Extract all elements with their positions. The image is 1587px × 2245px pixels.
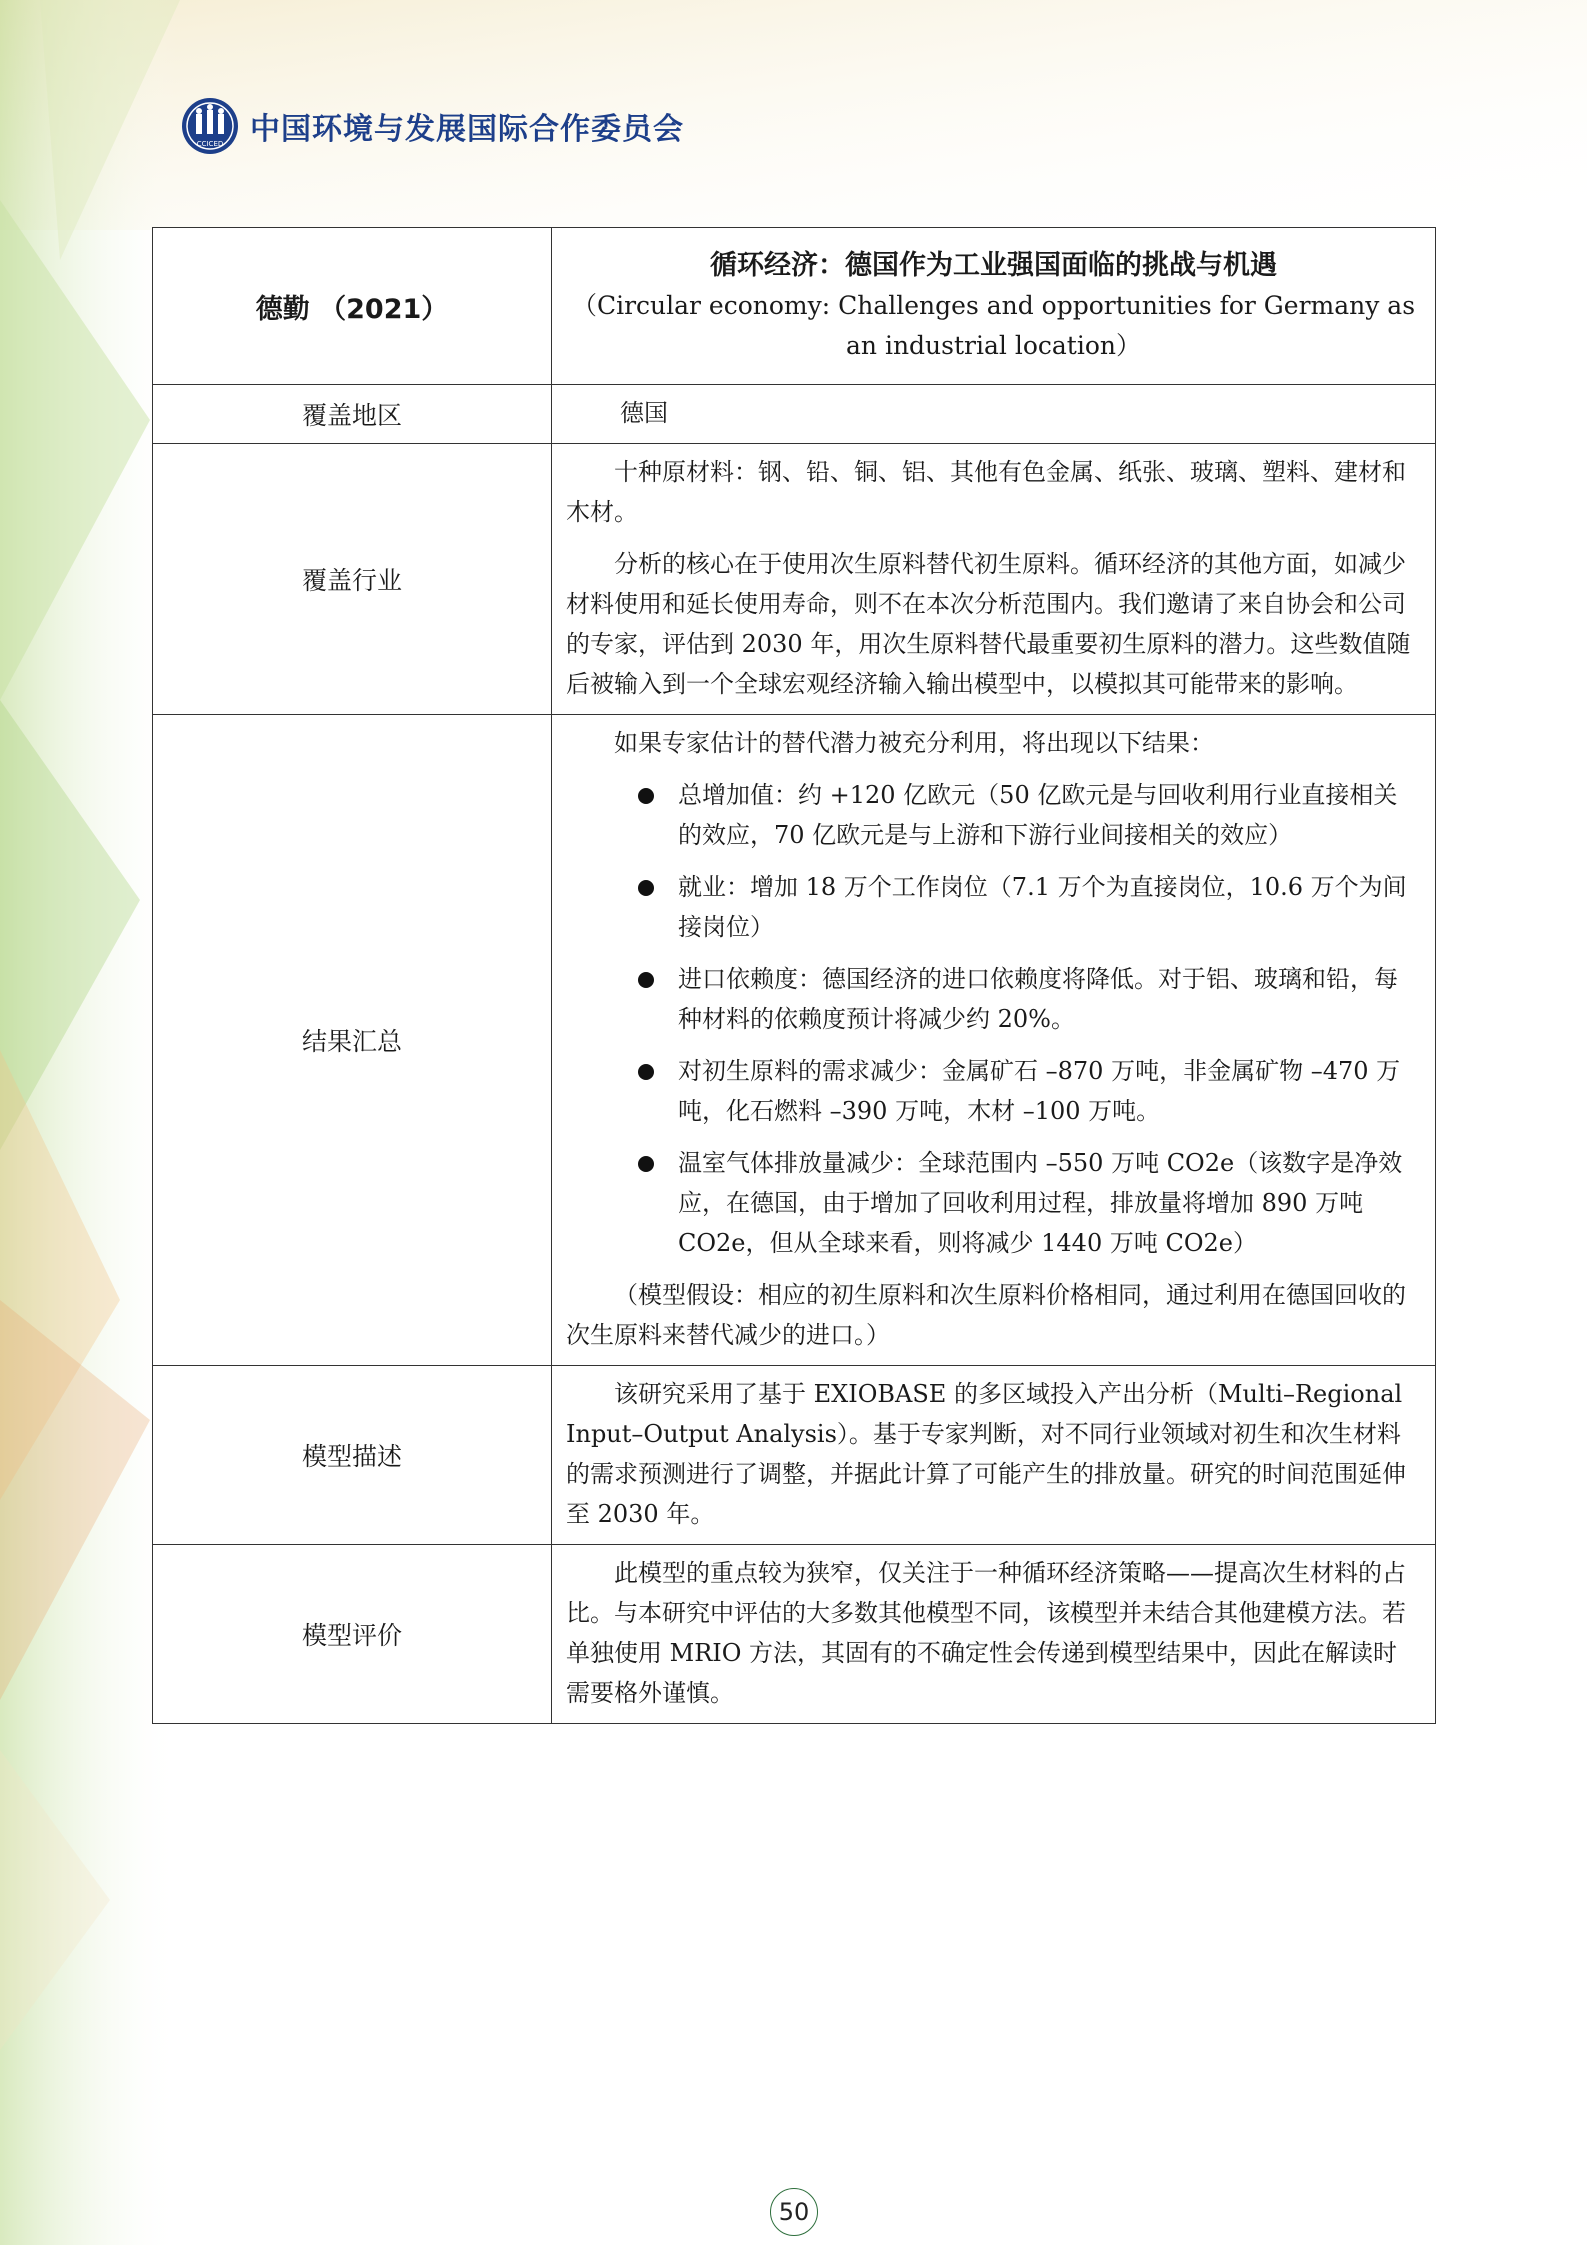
bullet-text: 总增加值：约 +120 亿欧元（50 亿欧元是与回收利用行业直接相关的效应，70 亿欧元是与上游和下游行业间接相关的效应） [678, 781, 1398, 849]
model-eval-content [552, 1545, 1436, 1724]
industry-label: 覆盖行业 [153, 444, 552, 715]
list-item [566, 959, 1421, 1039]
bullet-text: 对初生原料的需求减少：金属矿石 –870 万吨，非金属矿物 –470 万吨，化石燃料 –390 万吨，木材 –100 万吨。 [678, 1057, 1401, 1125]
bullet-icon [638, 880, 654, 896]
region-row [153, 385, 1436, 444]
bullet-icon [638, 1064, 654, 1080]
region-value: 德国 [552, 385, 1436, 444]
model-eval-label: 模型评价 [153, 1545, 552, 1724]
title-zh: 循环经济：德国作为工业强国面临的挑战与机遇 [710, 250, 1277, 281]
list-item [566, 1051, 1421, 1131]
bullet-text: 进口依赖度：德国经济的进口依赖度将降低。对于铝、玻璃和铅，每种材料的依赖度预计将减少约 20%。 [678, 965, 1398, 1033]
model-desc-content [552, 1366, 1436, 1545]
title-en: （Circular economy: Challenges and opportunities for Germany as an industrial location） [571, 291, 1416, 360]
bullet-icon [638, 972, 654, 988]
bullet-icon [638, 788, 654, 804]
model-desc-row [153, 1366, 1436, 1545]
author-cell [153, 228, 552, 385]
industry-paragraph: 十种原材料：钢、铅、铜、铝、其他有色金属、纸张、玻璃、塑料、建材和木材。 [566, 458, 1406, 526]
model-desc-text: 该研究采用了基于 EXIOBASE 的多区域投入产出分析（Multi–Regional Input–Output Analysis）。基于专家判断，对不同行业领域对初生和次生材料的需求预测进行了调整，并据此计算了可能产生的排放量。研究的时间范围延伸至 2030 年。 [566, 1380, 1406, 1528]
industry-row [153, 444, 1436, 715]
author-label: 德勤 （2021） [255, 293, 449, 325]
logo-lettering: CCICED [196, 140, 224, 148]
bullet-text: 就业：增加 18 万个工作岗位（7.1 万个为直接岗位，10.6 万个为间接岗位） [678, 873, 1407, 941]
industry-paragraph: 分析的核心在于使用次生原料替代初生原料。循环经济的其他方面，如减少材料使用和延长使用寿命，则不在本次分析范围内。我们邀请了来自协会和公司的专家，评估到 2030 年，用次生原料替代最重要初生原料的潜力。这些数值随后被输入到一个全球宏观经济输入输出模型中，以模拟其可能带来的影响。 [566, 550, 1411, 698]
results-intro: 如果专家估计的替代潜力被充分利用，将出现以下结果： [614, 729, 1214, 757]
region-label: 覆盖地区 [153, 385, 552, 444]
bullet-icon [638, 1156, 654, 1172]
cciced-logo-icon [180, 96, 240, 156]
model-desc-label: 模型描述 [153, 1366, 552, 1545]
results-list [566, 775, 1421, 1263]
title-row [153, 228, 1436, 385]
org-name: 中国环境与发展国际合作委员会 [250, 112, 684, 147]
results-content [552, 715, 1436, 1366]
model-eval-text: 此模型的重点较为狭窄，仅关注于一种循环经济策略——提高次生材料的占比。与本研究中评估的大多数其他模型不同，该模型并未结合其他建模方法。若单独使用 MRIO 方法，其固有的不确定性会传递到模型结果中，因此在解读时需要格外谨慎。 [566, 1559, 1406, 1707]
results-row [153, 715, 1436, 1366]
list-item [566, 775, 1421, 855]
results-note: （模型假设：相应的初生原料和次生原料价格相同，通过利用在德国回收的次生原料来替代减少的进口。） [566, 1281, 1406, 1349]
model-summary-table [152, 227, 1436, 1724]
page-number: 50 [770, 2188, 818, 2236]
list-item [566, 1143, 1421, 1263]
bullet-text: 温室气体排放量减少：全球范围内 –550 万吨 CO2e（该数字是净效应，在德国，由于增加了回收利用过程，排放量将增加 890 万吨 CO2e，但从全球来看，则将减少 1440 万吨 CO2e） [678, 1149, 1403, 1257]
list-item [566, 867, 1421, 947]
model-eval-row [153, 1545, 1436, 1724]
industry-content [552, 444, 1436, 715]
title-cell [552, 228, 1436, 385]
page-header [180, 96, 684, 156]
results-label: 结果汇总 [153, 715, 552, 1366]
